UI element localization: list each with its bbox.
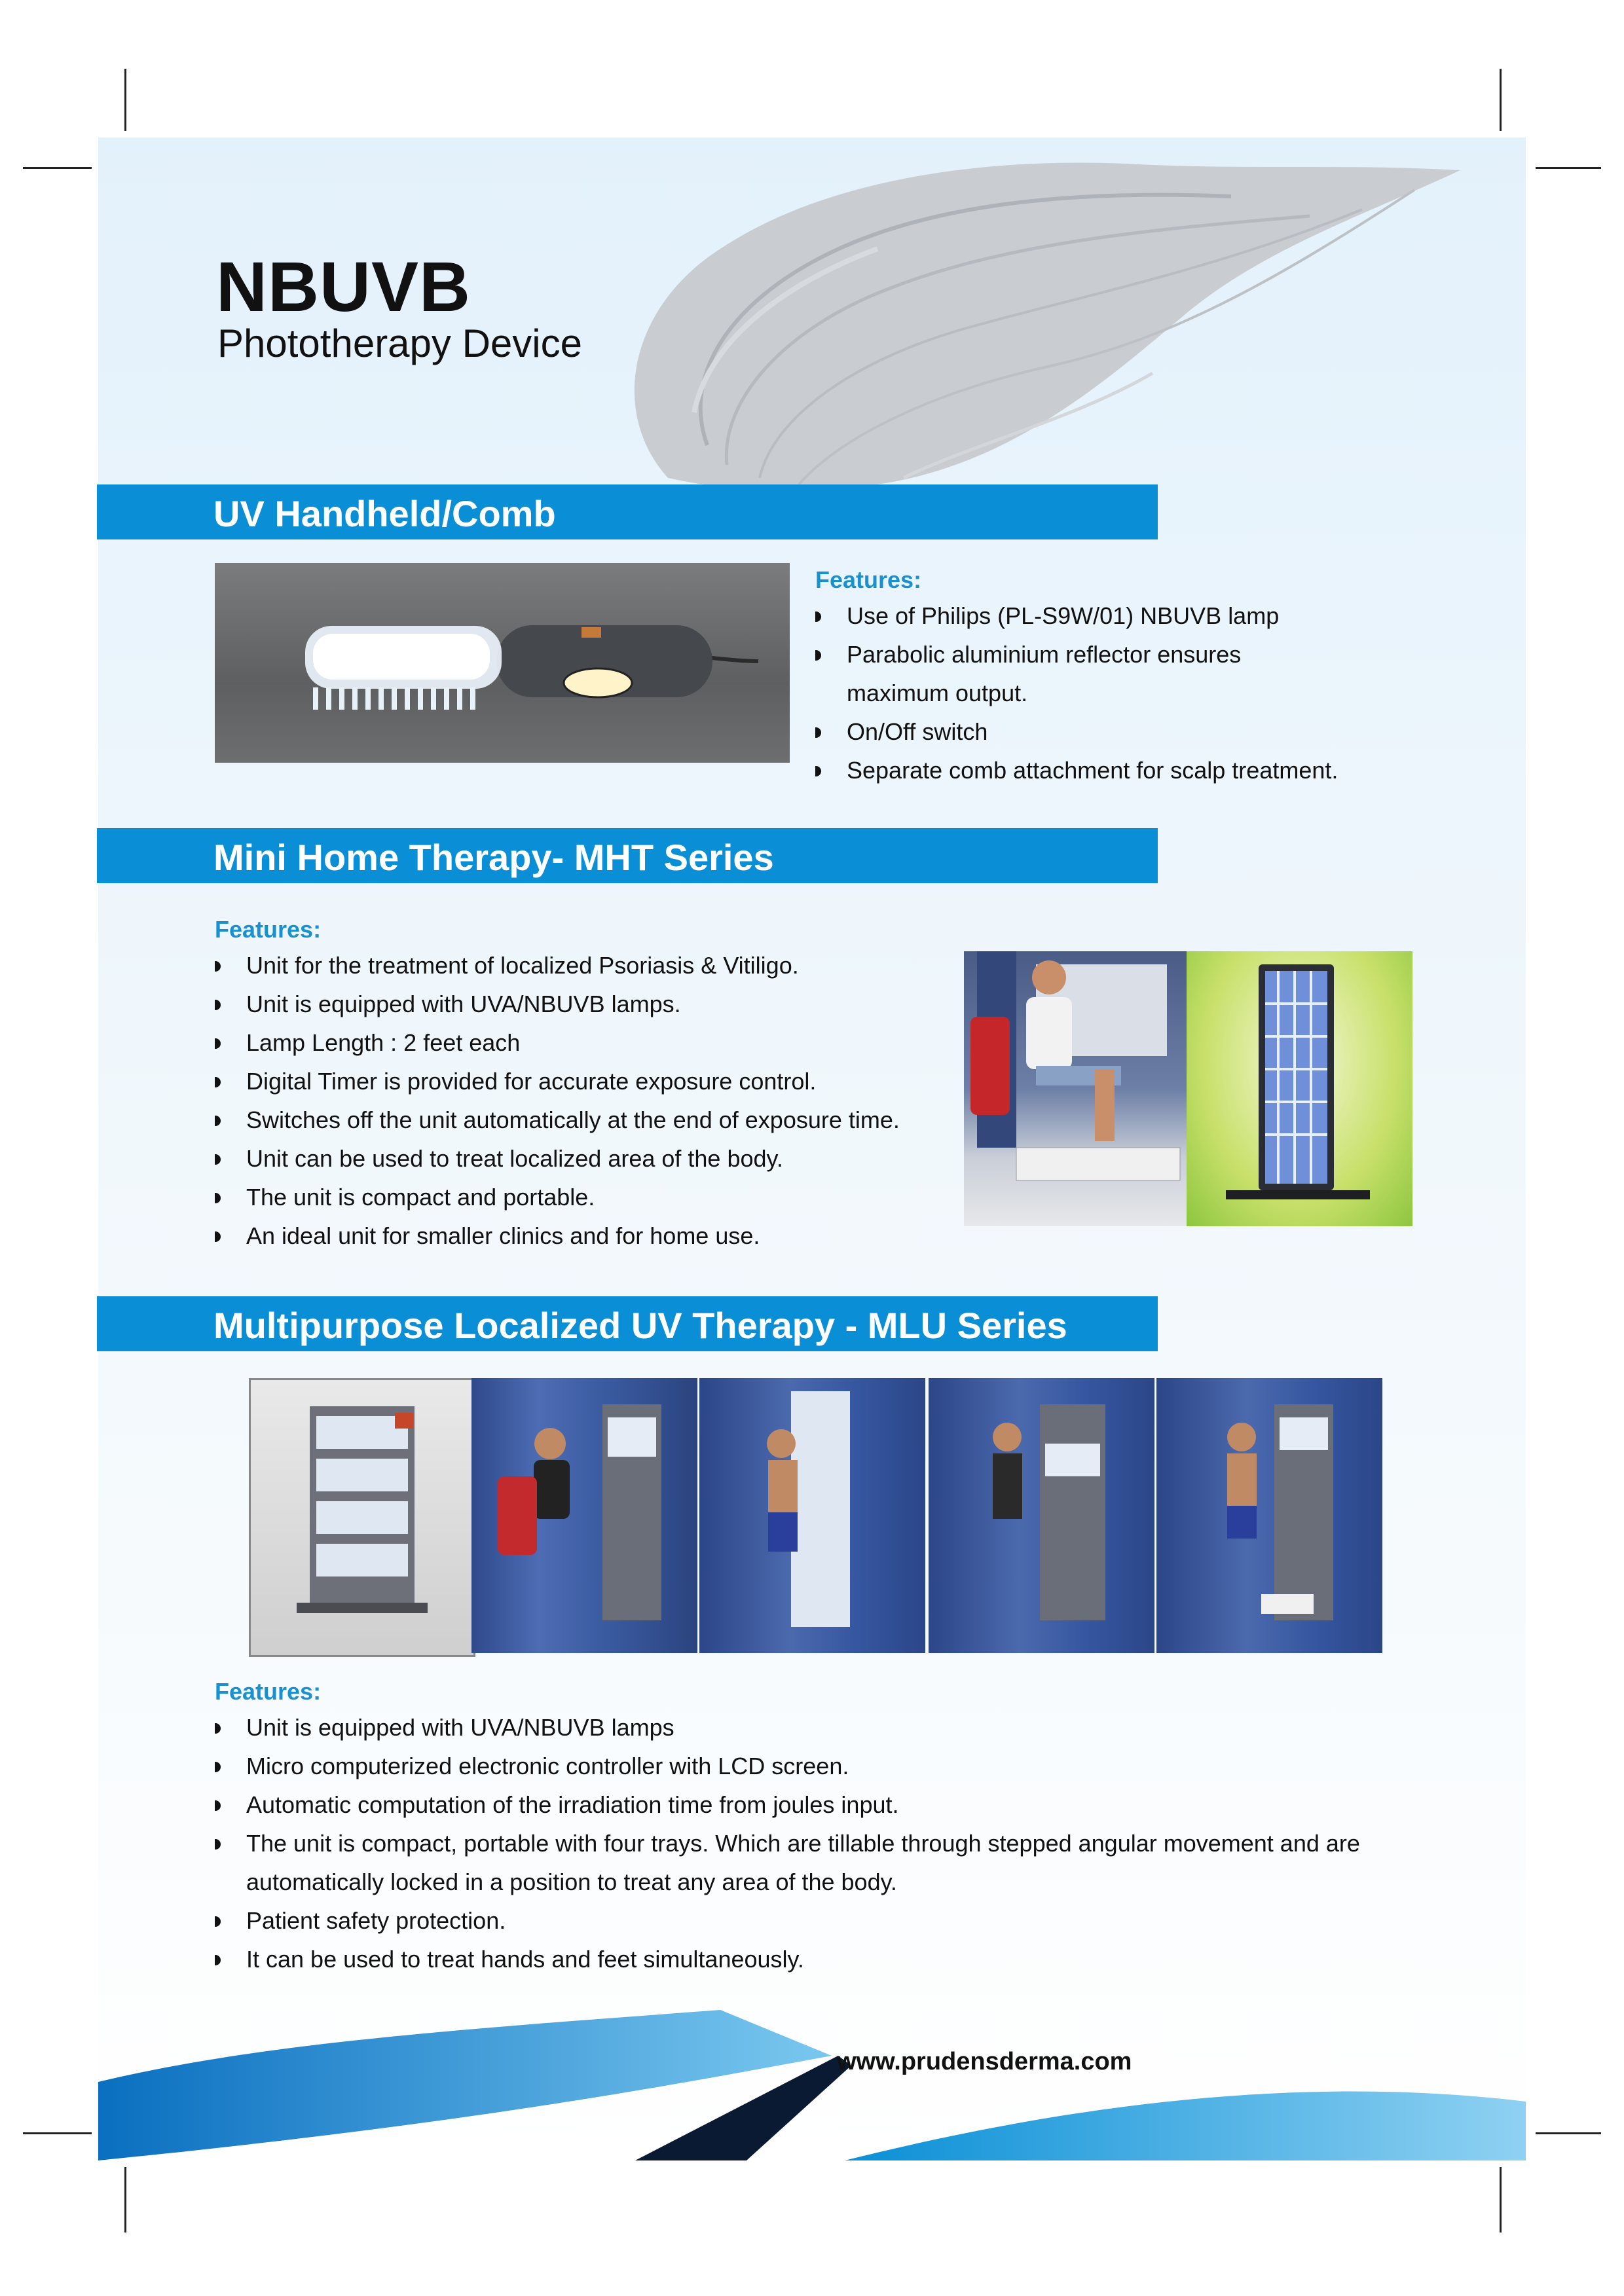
page-subtitle: Phototherapy Device	[217, 321, 582, 365]
crop-mark	[23, 2132, 92, 2134]
list-item: It can be used to treat hands and feet simultaneously.	[215, 1940, 1360, 1978]
section-header-mht	[97, 828, 1158, 883]
list-item: Unit is equipped with UVA/NBUVB lamps	[215, 1708, 1360, 1747]
features-label: Features:	[215, 916, 322, 943]
list-item: Unit can be used to treat localized area of the body.	[215, 1139, 900, 1178]
mht-device-photo	[1187, 951, 1412, 1226]
section-header-handheld	[97, 484, 1158, 539]
features-list-handheld	[815, 596, 1338, 790]
mht-patient-photo	[964, 951, 1187, 1226]
list-item: Switches off the unit automatically at the end of exposure time.	[215, 1101, 900, 1139]
list-item: Use of Philips (PL-S9W/01) NBUVB lamp	[815, 596, 1338, 635]
crop-mark	[124, 69, 126, 131]
mlu-seated-hands-photo	[471, 1378, 697, 1653]
section-header-mlu	[97, 1296, 1158, 1351]
list-item: The unit is compact and portable.	[215, 1178, 900, 1216]
section-heading: Mini Home Therapy- MHT Series	[213, 837, 774, 878]
features-label: Features:	[815, 566, 922, 593]
list-item-continuation: automatically locked in a position to treat any area of the body.	[246, 1868, 897, 1895]
page-title: NBUVB	[216, 247, 471, 326]
mlu-device-photo	[249, 1378, 475, 1657]
crop-mark	[1500, 69, 1502, 131]
list-item: Micro computerized electronic controller with LCD screen.	[215, 1747, 1360, 1785]
features-list-mht	[215, 946, 900, 1255]
list-item: Automatic computation of the irradiation time from joules input.	[215, 1785, 1360, 1824]
crop-mark	[23, 167, 92, 169]
crop-mark	[1536, 167, 1601, 169]
list-item: Parabolic aluminium reflector ensures	[815, 635, 1338, 674]
footer-url[interactable]: www.prudensderma.com	[837, 2048, 1132, 2075]
list-item: Lamp Length : 2 feet each	[215, 1023, 900, 1062]
list-item: Patient safety protection.	[215, 1901, 1360, 1940]
list-item: Separate comb attachment for scalp treatment.	[815, 751, 1338, 790]
features-list-mlu	[215, 1708, 1360, 1978]
mlu-feet-photo	[1156, 1378, 1382, 1653]
mlu-hands-photo	[929, 1378, 1154, 1653]
section-heading: UV Handheld/Comb	[213, 493, 556, 534]
list-item: Unit for the treatment of localized Psoriasis & Vitiligo.	[215, 946, 900, 985]
leaf-decoration	[511, 137, 1467, 491]
list-item: Unit is equipped with UVA/NBUVB lamps.	[215, 985, 900, 1023]
features-label: Features:	[215, 1678, 322, 1705]
list-item: The unit is compact, portable with four trays. Which are tillable through stepped angular movement and are	[215, 1824, 1360, 1863]
crop-mark	[124, 2167, 126, 2232]
list-item: On/Off switch	[815, 712, 1338, 751]
mlu-standing-photo	[699, 1378, 925, 1653]
handheld-comb-photo	[215, 563, 790, 763]
crop-mark	[1500, 2167, 1502, 2232]
list-item: An ideal unit for smaller clinics and for home use.	[215, 1216, 900, 1255]
list-item: Digital Timer is provided for accurate exposure control.	[215, 1062, 900, 1101]
crop-mark	[1536, 2132, 1601, 2134]
list-item-continuation: maximum output.	[847, 680, 1028, 706]
section-heading: Multipurpose Localized UV Therapy - MLU Series	[213, 1305, 1067, 1346]
footer-wave	[98, 1984, 1526, 2160]
